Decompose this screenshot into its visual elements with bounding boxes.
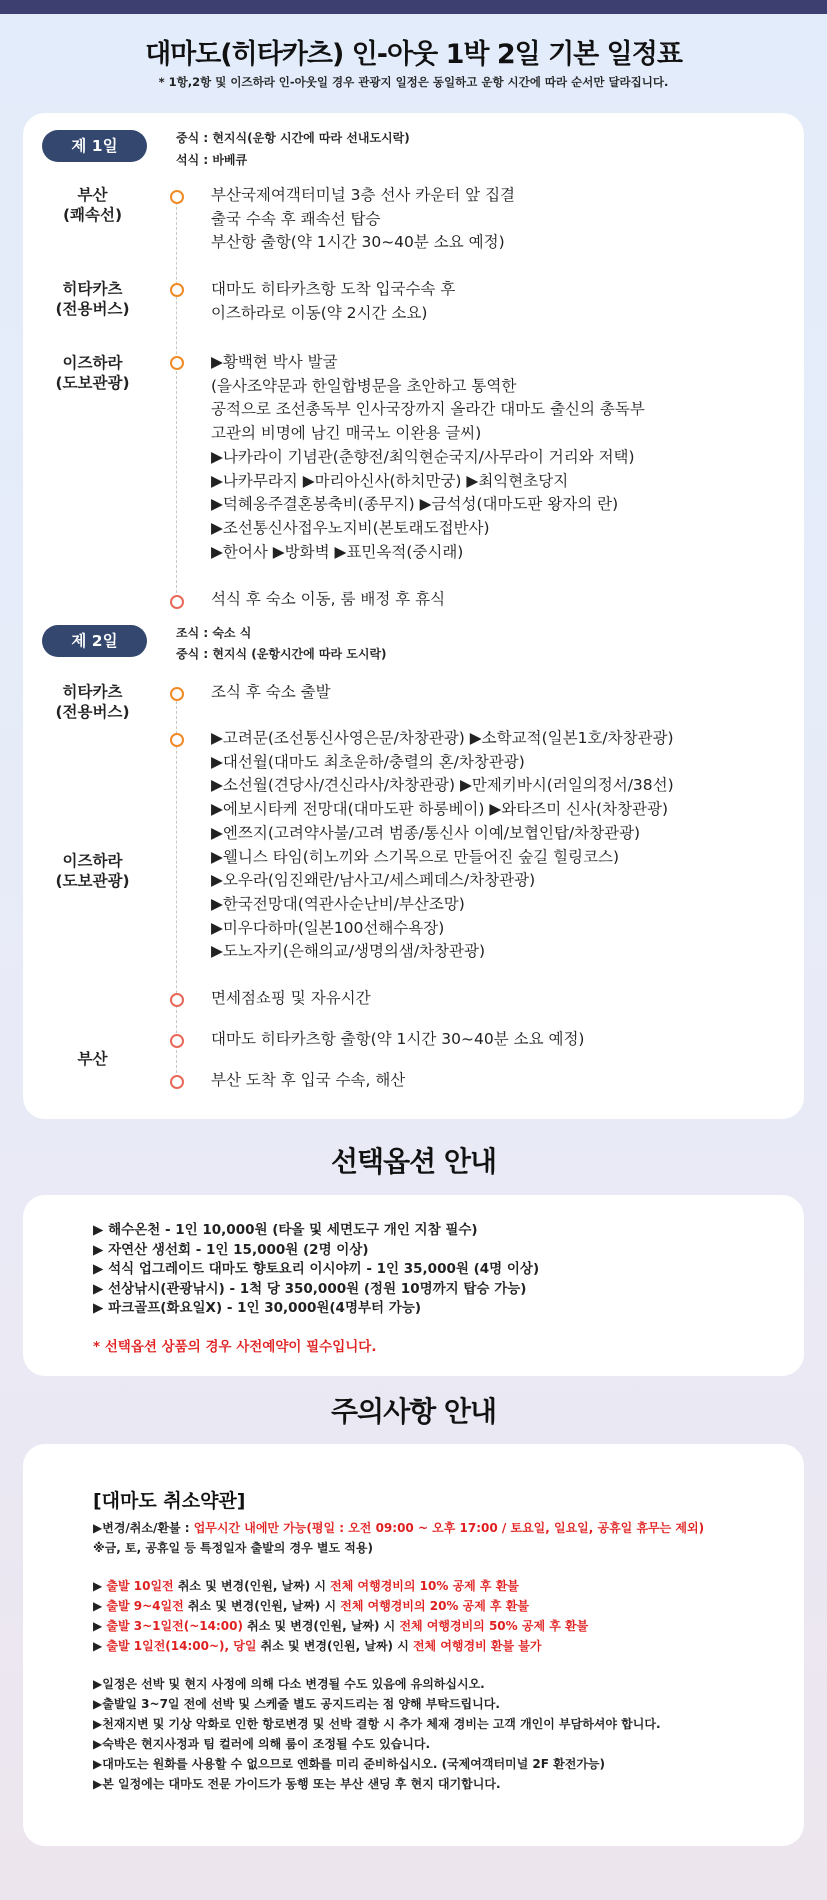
timeline-dot bbox=[170, 733, 184, 747]
day2-item-2: ▶고려문(조선통신사영은문/차창관광) ▶소학교적(일본1호/차창관광) ▶대선월(대마도 최초운하/충렬의 혼/차창관광) ▶소선월(견당사/견신라사/차창관광) ▶만제키바시(러일의정서/38선) ▶에보시타케 전망대(대마도판 하롱베이) ▶와타즈미 신사(차창관광) ▶엔쯔지(고려약사불/고려 범종/통신사 이예/보협인탑/차창관광) ▶웰니스 타임(히노끼와 스기목으로 만들어진 숲길 힐링코스) ▶오우라(임진왜란/남사고/세스페데스/차창관광) ▶한국전망대(역관사순난비/부산조망) ▶미우다하마(일본100선해수욕장) ▶도노자키(은해의교/생명의샘/차창관광) bbox=[211, 729, 674, 961]
notice-title: 주의사항 안내 bbox=[330, 1395, 497, 1428]
day2-item-3: 면세점쇼핑 및 자유시간 bbox=[211, 989, 371, 1007]
day2-breakfast: 조식 : 숙소 식 bbox=[176, 626, 252, 640]
top-bar bbox=[0, 0, 827, 14]
day1-badge: 제 1일 bbox=[42, 130, 147, 162]
day1-dinner: 석식 : 바베큐 bbox=[176, 153, 248, 167]
notice-list: ▶일정은 선박 및 현지 사정에 의해 다소 변경될 수도 있음에 유의하십시오. ▶출발일 3~7일 전에 선박 및 스케줄 별도 공지드리는 점 양해 부탁드립니다. ▶천재지변 및 기상 악화로 인한 항로변경 및 선박 결항 시 추가 체재 경비는 고객 개인이 부담하셔야 합니다. ▶숙박은 현지사정과 팀 컬러에 의해 룸이 조정될 수도 있습니다. ▶대마도는 원화를 사용할 수 없으므로 엔화를 미리 준비하십시오. (국제여객터미널 2F 환전가능) ▶본 일정에는 대마도 전문 가이드가 동행 또는 부산 샌딩 후 현지 대기합니다. bbox=[93, 1677, 661, 1791]
refund-row: ▶ 출발 1일전(14:00~), 당일 취소 및 변경(인원, 날짜) 시 전체 여행경비 환불 불가 bbox=[93, 1639, 542, 1653]
itinerary-card bbox=[23, 113, 804, 1119]
timeline-dot bbox=[170, 687, 184, 701]
day2-place-hitakatsu: 히타카츠 (전용버스) bbox=[55, 683, 130, 721]
change-policy: ▶변경/취소/환불 : 업무시간 내에만 가능(평일 : 오전 09:00 ~ 오후 17:00 / 토요일, 일요일, 공휴일 휴무는 제외) bbox=[93, 1521, 705, 1535]
day2-item-4: 대마도 히타카츠항 출항(약 1시간 30~40분 소요 예정) bbox=[211, 1030, 585, 1048]
day2-item-5: 부산 도착 후 입국 수속, 해산 bbox=[211, 1071, 406, 1089]
day1-place-izuhara: 이즈하라 (도보관광) bbox=[55, 354, 130, 392]
timeline-dot bbox=[170, 190, 184, 204]
day1-item-3: ▶황백현 박사 발굴 (을사조약문과 한일합병문을 초안하고 통역한 공적으로 조선총독부 인사국장까지 올라간 대마도 출신의 총독부 고관의 비명에 남긴 매국노 이완용 글씨) ▶나카라이 기념관(춘향전/최익현순국지/사무라이 거리와 저택) ▶나카무라지 ▶마리아신사(하치만궁) ▶최익현초당지 ▶덕혜옹주결혼봉축비(종무지) ▶금석성(대마도판 왕자의 란) ▶조선통신사접우노지비(본토래도접반사) ▶한어사 ▶방화벽 ▶표민옥적(중시래) bbox=[211, 353, 645, 561]
timeline-dot bbox=[170, 1075, 184, 1089]
day1-place-busan: 부산 (쾌속선) bbox=[62, 186, 123, 224]
policy-title: [대마도 취소약관] bbox=[93, 1490, 246, 1512]
day1-place-hitakatsu: 히타카츠 (전용버스) bbox=[55, 280, 130, 318]
options-title: 선택옵션 안내 bbox=[330, 1145, 497, 1178]
day2-badge: 제 2일 bbox=[42, 625, 147, 657]
page-subnote: * 1항,2항 및 이즈하라 인-아웃일 경우 관광지 일정은 동일하고 운항 시간에 따라 순서만 달라집니다. bbox=[158, 75, 669, 89]
day1-item-1: 부산국제여객터미널 3층 선사 카운터 앞 집결 출국 수속 후 쾌속선 탑승 부산항 출항(약 1시간 30~40분 소요 예정) bbox=[211, 186, 516, 252]
refund-row: ▶ 출발 10일전 취소 및 변경(인원, 날짜) 시 전체 여행경비의 10% 공제 후 환불 bbox=[93, 1579, 519, 1593]
day1-timeline-line bbox=[176, 202, 177, 598]
change-policy-note: ※금, 토, 공휴일 등 특정일자 출발의 경우 별도 적용) bbox=[93, 1541, 373, 1555]
day2-place-izuhara: 이즈하라 (도보관광) bbox=[55, 852, 130, 890]
options-list: ▶ 해수온천 - 1인 10,000원 (타올 및 세면도구 개인 지참 필수) ▶ 자연산 생선회 - 1인 15,000원 (2명 이상) ▶ 석식 업그레이드 대마도 향토요리 이시야끼 - 1인 35,000원 (4명 이상) ▶ 선상낚시(관광낚시) - 1척 당 350,000원 (정원 10명까지 탑승 가능) ▶ 파크골프(화요일X) - 1인 30,000원(4명부터 가능) bbox=[93, 1222, 540, 1317]
day2-lunch: 중식 : 현지식 (운항시간에 따라 도시락) bbox=[176, 647, 387, 661]
timeline-dot bbox=[170, 1034, 184, 1048]
day1-item-4: 석식 후 숙소 이동, 룸 배정 후 휴식 bbox=[211, 590, 446, 608]
day1-item-2: 대마도 히타카츠항 도착 입국수속 후 이즈하라로 이동(약 2시간 소요) bbox=[211, 280, 456, 322]
day2-timeline-line bbox=[176, 696, 177, 1083]
day1-lunch: 중식 : 현지식(운항 시간에 따라 선내도시락) bbox=[176, 131, 410, 145]
refund-row: ▶ 출발 9~4일전 취소 및 변경(인원, 날짜) 시 전체 여행경비의 20% 공제 후 환불 bbox=[93, 1599, 529, 1613]
day2-item-1: 조식 후 숙소 출발 bbox=[211, 683, 331, 701]
page-title: 대마도(히타카츠) 인-아웃 1박 2일 기본 일정표 bbox=[145, 39, 682, 70]
timeline-dot bbox=[170, 283, 184, 297]
refund-row: ▶ 출발 3~1일전(~14:00) 취소 및 변경(인원, 날짜) 시 전체 여행경비의 50% 공제 후 환불 bbox=[93, 1619, 589, 1633]
day2-place-busan: 부산 bbox=[77, 1050, 108, 1068]
timeline-dot bbox=[170, 595, 184, 609]
options-warning: * 선택옵션 상품의 경우 사전예약이 필수입니다. bbox=[93, 1339, 377, 1355]
timeline-dot bbox=[170, 356, 184, 370]
timeline-dot bbox=[170, 993, 184, 1007]
